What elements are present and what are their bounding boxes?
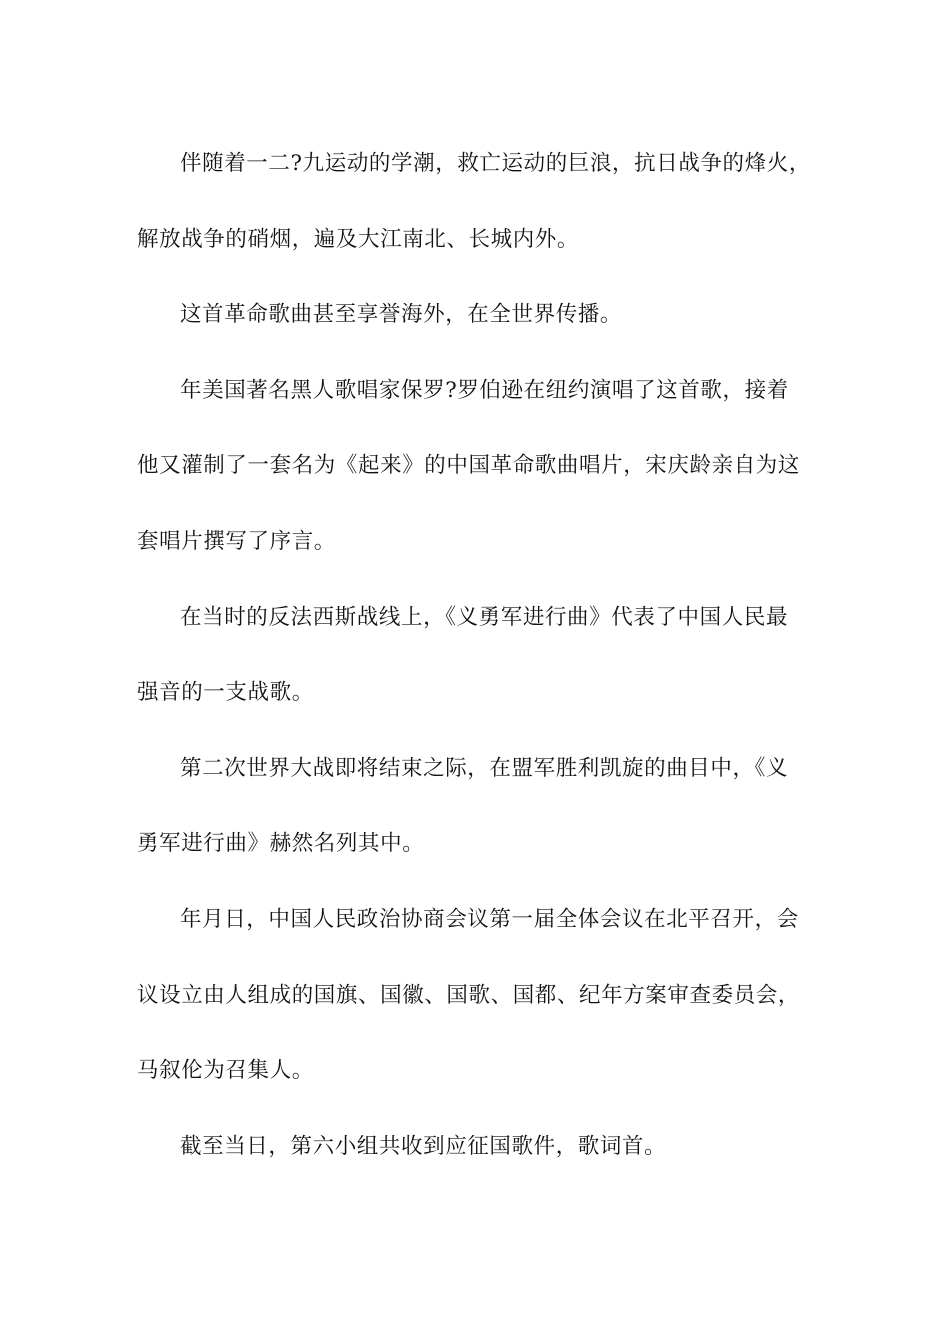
text-line: 解放战争的硝烟，遍及大江南北、长城内外。 [137,226,580,252]
text-line: 这首革命歌曲甚至享誉海外，在全世界传播。 [180,302,623,328]
paragraph [137,1125,837,1201]
text-line: 在当时的反法西斯战线上，《义勇军进行曲》代表了中国人民最 [180,604,789,630]
text-line: 截至当日，第六小组共收到应征国歌件，歌词首。 [180,1133,667,1159]
text-line: 年月日，中国人民政治协商会议第一届全体会议在北平召开，会 [180,906,799,932]
paragraph [137,747,837,898]
paragraph [137,596,837,747]
text-line: 强音的一支战歌。 [137,680,314,706]
text-line: 伴随着一二?九运动的学潮，救亡运动的巨浪，抗日战争的烽火， [180,151,811,176]
paragraph [137,369,837,596]
text-line: 年美国著名黑人歌唱家保罗?罗伯逊在纽约演唱了这首歌，接着 [180,377,789,403]
paragraph [137,142,837,293]
paragraph [137,293,837,369]
paragraph [137,898,837,1125]
document-body [137,142,837,1200]
text-line: 议设立由人组成的国旗、国徽、国歌、国都、纪年方案审查委员会， [137,982,801,1008]
text-line: 马叙伦为召集人。 [137,1058,314,1084]
text-line: 第二次世界大战即将结束之际，在盟军胜利凯旋的曲目中，《义 [180,755,789,781]
text-line: 套唱片撰写了序言。 [137,528,336,554]
text-line: 他又灌制了一套名为《起来》的中国革命歌曲唱片，宋庆龄亲自为这 [137,453,801,479]
text-line: 勇军进行曲》赫然名列其中。 [137,831,425,857]
